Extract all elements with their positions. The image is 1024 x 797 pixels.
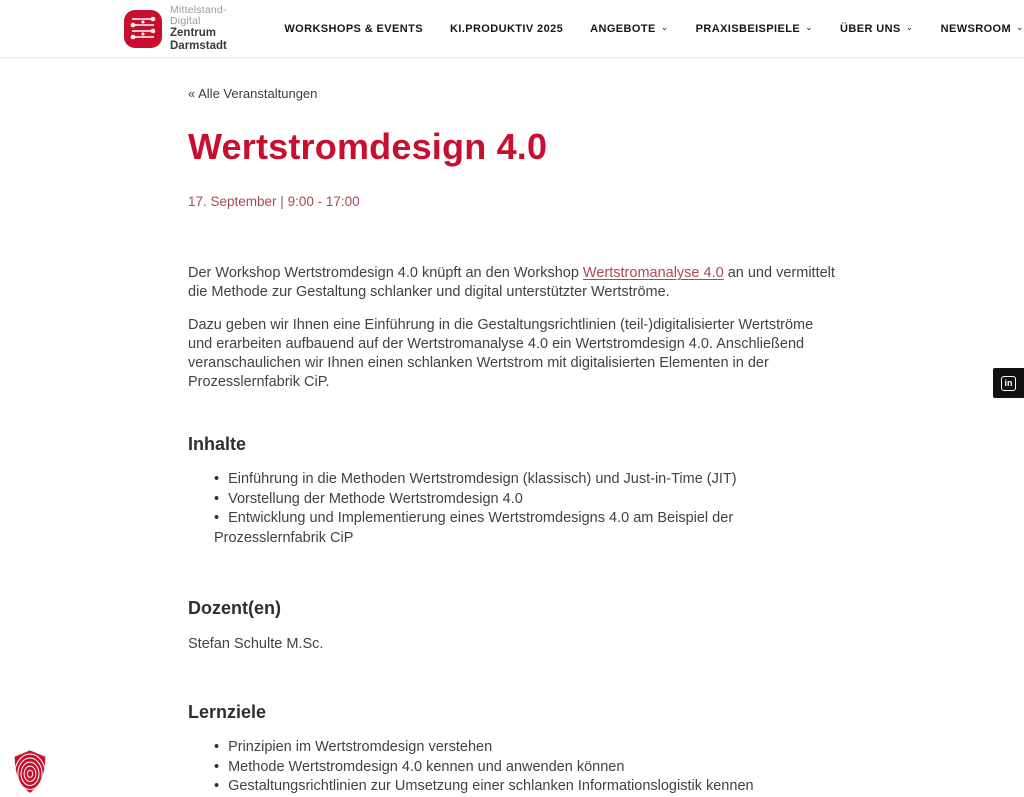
list-item: • Einführung in die Methoden Wertstromdesign (klassisch) und Just-in-Time (JIT) (188, 470, 836, 490)
list-item: • Entwicklung und Implementierung eines Wertstromdesigns 4.0 am Beispiel der Prozesslernfabrik CiP (188, 509, 836, 548)
nav-label: NEWSROOM (940, 22, 1012, 35)
nav-label: KI.PRODUKTIV 2025 (449, 22, 564, 35)
list-item: • Prinzipien im Wertstromdesign verstehen (188, 738, 836, 758)
breadcrumb-all-events-link[interactable]: « Alle Veranstaltungen (188, 86, 318, 101)
chevron-down-icon: ⌄ (1016, 22, 1024, 32)
chevron-down-icon: ⌄ (660, 22, 669, 32)
intro-p1-text-after: an und vermittelt die Methode zur Gestaltung schlanker und digital unterstützter Wertströme. (188, 265, 835, 300)
lernziele-list (188, 738, 836, 797)
logo-line3: Darmstadt (170, 39, 227, 52)
event-schedule: 17. September | 9:00 - 17:00 (188, 194, 360, 209)
nav-label: WORKSHOPS & EVENTS (284, 22, 423, 35)
nav-item-praxisbeispiele[interactable] (696, 23, 813, 35)
list-item: • Vorstellung der Methode Wertstromdesign 4.0 (188, 490, 836, 510)
inhalte-list (188, 470, 836, 548)
privacy-shield-icon[interactable] (12, 749, 48, 795)
nav-item-newsroom[interactable] (941, 23, 1024, 35)
logo-line2: Zentrum (170, 27, 216, 40)
event-page-content (188, 57, 836, 797)
chevron-down-icon: ⌄ (805, 22, 814, 32)
nav-item-ki-produktiv[interactable] (450, 23, 563, 35)
section-heading-lernziele: Lernziele (188, 702, 267, 722)
site-logo[interactable] (124, 5, 230, 51)
section-heading-dozent: Dozent(en) (188, 598, 281, 618)
nav-label: ANGEBOTE (590, 22, 656, 35)
main-nav (284, 23, 1024, 35)
nav-label: ÜBER UNS (840, 22, 901, 35)
brand-circuit-icon (124, 10, 162, 48)
list-item: • Gestaltungsrichtlinien zur Umsetzung einer schlanken Informationslogistik kennen (188, 777, 836, 797)
logo-text (170, 5, 230, 51)
logo-line1: Mittelstand-Digital (170, 4, 227, 28)
nav-item-ueber-uns[interactable] (840, 23, 914, 35)
linkedin-share-button[interactable] (993, 368, 1024, 398)
list-item: • Methode Wertstromdesign 4.0 kennen und anwenden können (188, 758, 836, 778)
lecturer-name: Stefan Schulte M.Sc. (188, 636, 324, 652)
site-header (0, 0, 1024, 57)
intro-paragraph-1 (188, 264, 836, 302)
section-heading-inhalte: Inhalte (188, 434, 247, 454)
chevron-down-icon: ⌄ (905, 22, 914, 32)
nav-item-angebote[interactable] (590, 23, 669, 35)
linkedin-icon: in (1001, 376, 1016, 391)
nav-label: PRAXISBEISPIELE (695, 22, 801, 35)
page-title: Wertstromdesign 4.0 (188, 126, 548, 167)
intro-p1-text-before: Der Workshop Wertstromdesign 4.0 knüpft an den Workshop (188, 265, 583, 281)
intro-paragraph-2: Dazu geben wir Ihnen eine Einführung in die Gestaltungsrichtlinien (teil-)digitalisierter Wertströme und erarbeiten aufbauend auf der Wertstromanalyse 4.0 ein Wertstromdesign 4.0. Anschließend veranschaulichen wir Ihnen einen schlanken Wertstrom mit digitalisierten Elementen in der Prozesslernfabrik CiP. (188, 317, 814, 390)
nav-item-workshops-events[interactable] (284, 23, 423, 35)
wertstromanalyse-link[interactable]: Wertstromanalyse 4.0 (582, 265, 724, 281)
